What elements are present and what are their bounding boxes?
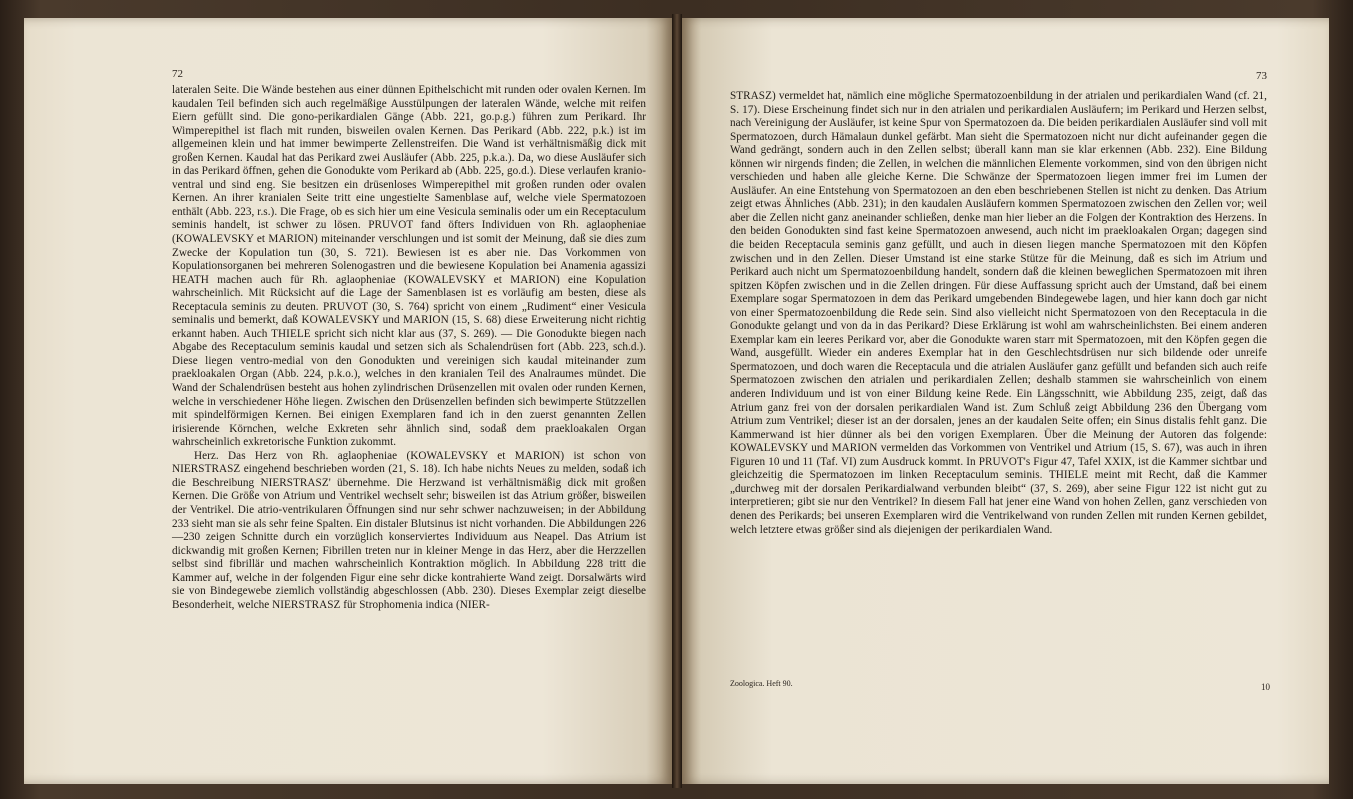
right-page bbox=[682, 18, 1329, 784]
left-page bbox=[24, 18, 672, 784]
left-paragraph-2: Herz. Das Herz von Rh. aglaopheniae (KOWALEVSKY et MARION) ist schon von NIERSTRASZ eingehend beschrieben worden (21, S. 18). Ich habe nichts Neues zu melden, sodaß ich die Beschreibung NIERSTRASZ' übernehme. Die Herzwand ist verhältnismäßig dick mit großen Kernen. Die Größe von Atrium und Ventrikel wechselt sehr; bisweilen ist das Atrium größer, bisweilen der Ventrikel. Die atrio-ventrikularen Öffnungen sind nur sehr schwer nachzuweisen; in der Abbildung 233 sieht man sie als sehr feine Spalten. Ein distaler Blutsinus ist nicht vorhanden. Die Abbildungen 226—230 zeigen Schnitte durch ein vorzüglich konserviertes Individuum aus Neapel. Das Atrium ist dickwandig mit großen Kernen; Fibrillen treten nur in kleiner Menge in das Herz, aber die Herzzellen selbst sind fibrillär und machen wahrscheinlich Kontraktion möglich. In Abbildung 228 tritt die Kammer auf, welche in der folgenden Figur eine sehr dicke kontrahierte Wand zeigt. Dorsalwärts wird sie von Bindegewebe ziemlich vollständig abgeschlossen (Abb. 230). Dieses Exemplar zeigt dieselbe Besonderheit, welche NIERSTRASZ für Strophomenia indica (NIER- bbox=[172, 449, 646, 611]
right-page-body bbox=[730, 90, 1267, 537]
left-paragraph-1: lateralen Seite. Die Wände bestehen aus einer dünnen Epithelschicht mit runden oder ovalen Kernen. Im kaudalen Teil befinden sich auch regelmäßige Ausstülpungen der lateralen Wände, welche mit reifen Eiern gefüllt sind. Die gono-perikardialen Gänge (Abb. 221, go.p.g.) führen zum Perikard. Ihr Wimperepithel ist flach mit runden, bisweilen ovalen Kernen. Das Perikard (Abb. 222, p.k.) ist im allgemeinen klein und hat immer bewimperte Zellenstreifen. Die Wand ist verhältnismäßig dick mit großen Kernen. Kaudal hat das Perikard zwei Ausläufer (Abb. 225, p.k.a.). Da, wo diese Ausläufer sich in das Perikard öffnen, gehen die Gonodukte vom Perikard ab (Abb. 225, go.d.). Diese verlaufen kranio-ventral und sind eng. Sie besitzen ein drüsenloses Wimperepithel mit großen runden oder ovalen Kernen. An ihrer kranialen Seite tritt eine ungestielte Samenblase auf, welche viele Spermatozoen enthält (Abb. 223, r.s.). Die Frage, ob es sich hier um eine Vesicula seminalis oder um ein Receptaculum seminis handelt, ist schwer zu lösen. PRUVOT fand öfters Individuen von Rh. aglaopheniae (KOWALEVSKY et MARION) miteinander verschlungen und ist somit der Meinung, daß sie dies zum Zwecke der Kopulation tun (30, S. 721). Bewiesen ist es aber nie. Das Vorkommen von Kopulationsorganen bei mehreren Solenogastren und die bewiesene Kopulation bei Anamenia agassizi HEATH machen auch für Rh. aglaopheniae (KOWALEVSKY et MARION) eine Kopulation wahrscheinlich. Mit Rücksicht auf die Lage der Samenblasen ist es vorläufig am besten, diese als Receptacula seminis zu deuten. PRUVOT (30, S. 764) spricht von einem „Rudiment“ einer Vesicula seminalis und bemerkt, daß KOWALEVSKY und MARION (15, S. 68) diese Erweiterung nicht richtig erkannt haben. Auch THIELE spricht sich nicht klar aus (37, S. 269). — Die Gonodukte biegen nach Abgabe des Receptaculum seminis kaudal und setzen sich als Schalendrüsen fort (Abb. 223, sch.d.). Diese liegen ventro-medial von den Gonodukten und vereinigen sich kaudal miteinander zum praekloakalen Organ (Abb. 224, p.k.o.), welches in den kranialen Teil des Analraumes mündet. Die Wand der Schalendrüsen besteht aus hohen zylindrischen Drüsenzellen mit ovalen oder runden Kernen, welche in verschiedener Höhe liegen. Zwischen den Drüsenzellen befinden sich bewimperte Stützzellen mit spindelförmigen Kernen. Bei einigen Exemplaren fand ich in den zuerst genannten Zellen irisierende Körnchen, welche Exkreten sehr ähnlich sind, sodaß dem praekloakalen Organ wahrscheinlich exkretorische Funktion zukommt. bbox=[172, 84, 646, 449]
right-page-number: 73 bbox=[1256, 70, 1267, 82]
left-page-number: 72 bbox=[172, 68, 183, 80]
book-gutter bbox=[672, 14, 682, 788]
footer-signature-mark: 10 bbox=[1261, 682, 1270, 692]
left-page-body bbox=[172, 84, 646, 612]
right-paragraph-1: STRASZ) vermeldet hat, nämlich eine mögliche Spermatozoenbildung in der atrialen und perikardialen Wand (cf. 21, S. 17). Diese Erscheinung findet sich nur in den atrialen und perikardialen Ausläufern; im Perikard und Herzen selbst, nach Vereinigung der Ausläufer, ist keine Spur von Spermatozoen da. Die beiden perikardialen Ausläufer sind voll mit Spermatozoen, durch Hämalaun dunkel gefärbt. Man sieht die Spermatozoen nicht nur dicht aufeinander gegen die Wand gedrängt, sondern auch in den Zellen selbst; überall kann man sie klar erkennen (Abb. 232). Eine Bildung können wir nirgends finden; die Zellen, in welchen die männlichen Elemente vorkommen, sind von den übrigen nicht verschieden und haben alle gleiche Kerne. Die Schwänze der Spermatozoen liegen immer frei im Lumen der Ausläufer. An eine Entstehung von Spermatozoen an den eben beschriebenen Stellen ist nicht zu denken. Das Atrium zeigt etwas Ähnliches (Abb. 231); in den kaudalen Ausläufern kommen Spermatozoen zwischen den Zellen vor; weil aber die Zellen nicht ganz aneinander schließen, denke man hier lieber an die Folgen der Kontraktion des Herzens. In den beiden Gonodukten sind fast keine Spermatozoen anwesend, auch nicht im praekloakalen Organ; dagegen sind die beiden Receptacula seminis ganz gefüllt, und auch in diesen liegen manche Spermatozoen mit den Köpfen zwischen und in den Zellen. Dieser Umstand ist eine starke Stütze für die Meinung, daß es sich im Atrium und Perikard auch nicht um Spermatozoenbildung handelt, sondern daß die kleinen beweglichen Spermatozoen mit ihren spitzen Köpfen zwischen und in die Zellen dringen. Für diese Auffassung spricht auch der Umstand, daß bei einem Exemplare sogar Spermatozoen in dem das Perikard umgebenden Bindegewebe lagen, und hier kann doch gar nicht von einer Spermatozoenbildung die Rede sein. Sind also vielleicht nicht Spermatozoen von den Receptacula in die Gonodukte gelangt und von da in das Perikard? Diese Erklärung ist wohl am wahrscheinlichsten. Bei einem anderen Exemplar kam ein leeres Perikard vor, aber die Gonodukte waren starr mit Spermatozoen, mit den Köpfen gegen die Wand, ausgefüllt. Wieder ein anderes Exemplar hat in den Geschlechtsdrüsen nur sich bildende oder unreife Spermatozoen, und doch waren die Receptacula und die atrialen Ausläufer ganz gefüllt und befanden sich auch reife Spermatozoen zwischen den atrialen und perikardialen Zellen; deshalb stammen sie wahrscheinlich von einem anderen Individuum und ist von einer Bildung keine Rede. Ein Längsschnitt, wie Abbildung 235, zeigt, daß das Atrium ganz frei von der dorsalen perikardialen Wand ist. Zum Schluß zeigt Abbildung 236 den Übergang vom Atrium zum Ventrikel; dieser ist an der dorsalen, jenes an der kaudalen Seite offen; ein Sinus distalis fehlt ganz. Die Kammerwand ist hier dünner als bei den vorigen Exemplaren. Über die Meinung der Autoren das folgende: KOWALEVSKY und MARION vermelden das Vorkommen von Ventrikel und Atrium (15, S. 67), was auch in ihren Figuren 10 und 11 (Taf. VI) zum Ausdruck kommt. In PRUVOT's Figur 47, Tafel XXIX, ist die Kammer sichtbar und gleichzeitig die Spermatozoen im linken Receptaculum seminis. THIELE meint mit Recht, daß die Kammer „durchweg mit der dorsalen Perikardialwand verbunden bleibt“ (37, S. 269), aber seine Figur 122 ist nicht gut zu interpretieren; gibt sie nur den Ventrikel? In diesem Fall hat jener eine Wand von hohen Zellen, ganz verschieden von denen des Perikards; bei unseren Exemplaren wird die Ventrikelwand von runden Zellen mit runden Kernen gebildet, welch letztere etwas größer sind als diejenigen der perikardialen Wand. bbox=[730, 90, 1267, 536]
footer-series-label: Zoologica. Heft 90. bbox=[730, 679, 793, 688]
